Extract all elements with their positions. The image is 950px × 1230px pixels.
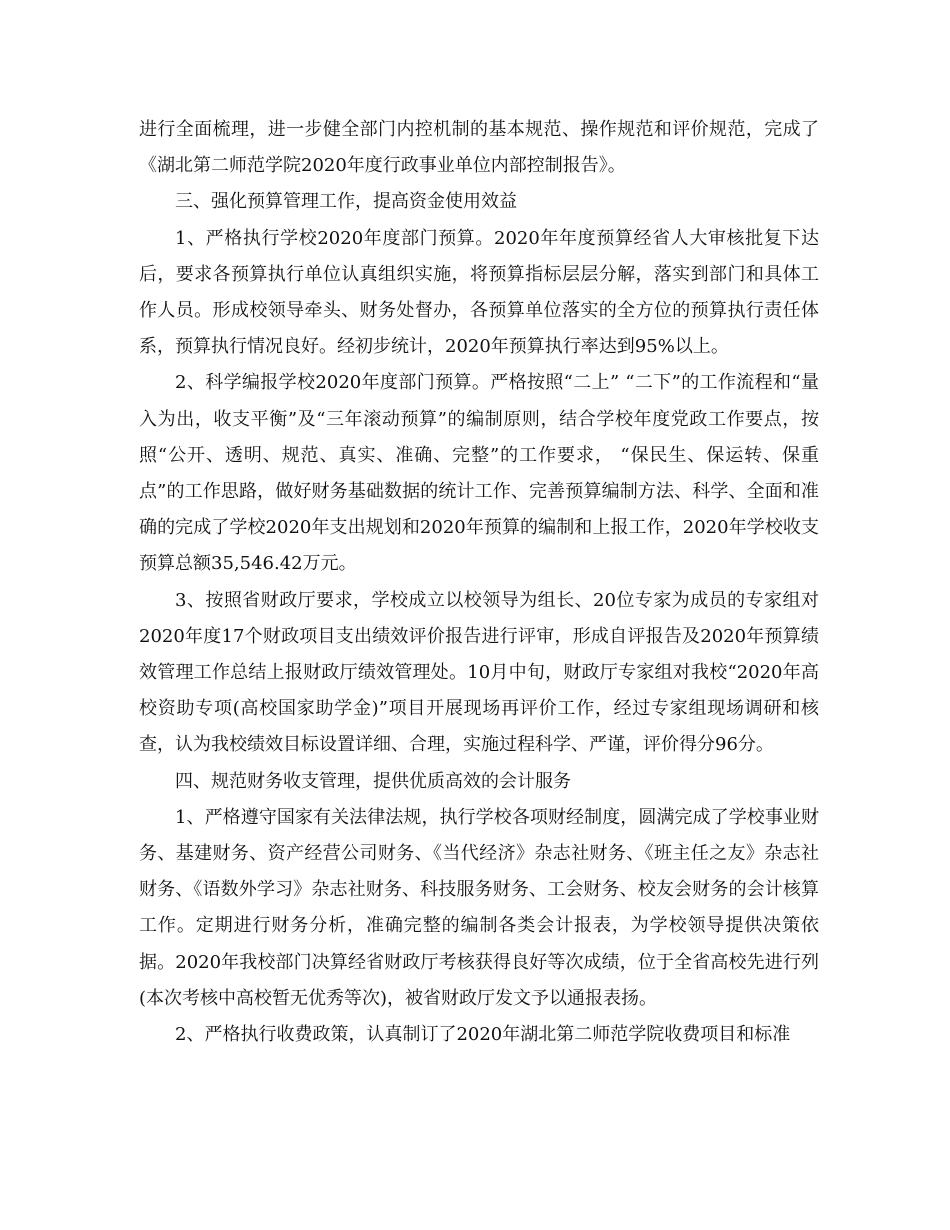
document-body [139, 112, 819, 1053]
paragraph-budget-preparation: 2、科学编报学校2020年度部门预算。严格按照“二上” “二下”的工作流程和“量入为出，收支平衡”及“三年滚动预算”的编制原则，结合学校年度党政工作要点，按照“公开、透明、规范、真实、准确、完整”的工作要求， “保民生、保运转、保重点”的工作思路，做好财务基础数据的统计工作、完善预算编制方法、科学、全面和准确的完成了学校2020年支出规划和2020年预算的编制和上报工作，2020年学校收支预算总额35,546.42万元。 [139, 372, 819, 575]
section-heading-budget-management: 三、强化预算管理工作，提高资金使用效益 [175, 191, 517, 213]
section-heading-financial-management: 四、规范财务收支管理，提供优质高效的会计服务 [175, 770, 571, 792]
paragraph-budget-execution: 1、严格执行学校2020年度部门预算。2020年年度预算经省人大审核批复下达后，要求各预算执行单位认真组织实施，将预算指标层层分解，落实到部门和具体工作人员。形成校领导牵头、财务处督办，各预算单位落实的全方位的预算执行责任体系，预算执行情况良好。经初步统计，2020年预算执行率达到95%以上。 [139, 227, 819, 358]
paragraph-accounting-services: 1、严格遵守国家有关法律法规，执行学校各项财经制度，圆满完成了学校事业财务、基建财务、资产经营公司财务、《当代经济》杂志社财务、《班主任之友》杂志社财务、《语数外学习》杂志社财务、科技服务财务、工会财务、校友会财务的会计核算工作。定期进行财务分析，准确完整的编制各类会计报表，为学校领导提供决策依据。2020年我校部门决算经省财政厅考核获得良好等次成绩，位于全省高校先进行列(本次考核中高校暂无优秀等次)，被省财政厅发文予以通报表扬。 [139, 806, 819, 1009]
paragraph-continued-internal-control: 进行全面梳理，进一步健全部门内控机制的基本规范、操作规范和评价规范，完成了《湖北第二师范学院2020年度行政事业单位内部控制报告》。 [139, 119, 819, 177]
paragraph-fee-policy: 2、严格执行收费政策，认真制订了2020年湖北第二师范学院收费项目和标准 [175, 1024, 791, 1046]
paragraph-performance-evaluation: 3、按照省财政厅要求，学校成立以校领导为组长、20位专家为成员的专家组对2020年度17个财政项目支出绩效评价报告进行评审，形成自评报告及2020年预算绩效管理工作总结上报财政厅绩效管理处。10月中旬，财政厅专家组对我校“2020年高校资助专项(高校国家助学金)”项目开展现场再评价工作，经过专家组现场调研和核查，认为我校绩效目标设置详细、合理，实施过程科学、严谨，评价得分96分。 [139, 589, 819, 756]
